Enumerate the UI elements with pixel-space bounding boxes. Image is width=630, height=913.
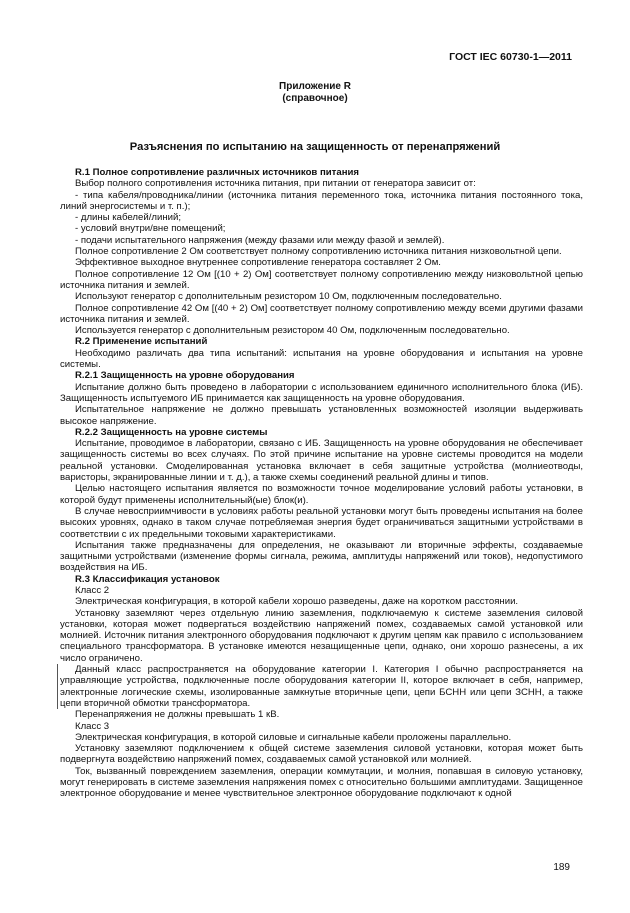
document-header: ГОСТ IEC 60730-1—2011 xyxy=(449,51,572,63)
annex-block xyxy=(0,81,630,105)
paragraph: Электрическая конфигурация, в которой кабели хорошо разведены, даже на коротком расстоянии. xyxy=(75,596,519,608)
page-number: 189 xyxy=(553,862,570,873)
paragraph: Установку заземляют через отдельную линию заземления, подключаемую к системе заземления силовой установки, которая может подвергаться воздействию напряжений помех, создаваемых самой установкой или молнией. Источник питания электронного оборудования подключают к другим цепям как правило с использованием специального трансформатора. В установке имеются незащищенные цепи, однако, они хорошо разнесены, а их число ограничено. xyxy=(60,607,583,664)
paragraph: Полное сопротивление 42 Ом [(40 + 2) Ом] соответствует полному сопротивлению между всеми другими фазами источника питания и землей. xyxy=(60,302,583,325)
section-heading: R.3 Классификация установок xyxy=(75,573,220,585)
paragraph: Испытания также предназначены для определения, не оказывают ли вторичные эффекты, создаваемые защитными устройствами (изменение формы сигнала, режима, амплитуды напряжений или токов), недопустимого воздействия на ИБ. xyxy=(60,539,583,574)
paragraph: Установку заземляют подключением к общей системе заземления силовой установки, которая может быть подвергнута воздействию напряжений помех, создаваемых самой установкой или молнией. xyxy=(60,743,583,766)
paragraph: Выбор полного сопротивления источника питания, при питании от генератора зависит от: xyxy=(75,178,476,190)
paragraph: Используется генератор с дополнительным резистором 40 Ом, подключенным последовательно. xyxy=(75,325,510,337)
section-heading: R.2.1 Защищенность на уровне оборудования xyxy=(75,370,295,382)
paragraph: Целью настоящего испытания является по возможности точное моделирование условий работы установки, в которой будут применены исполнительный(ые) блок(и). xyxy=(60,483,583,506)
body-text xyxy=(60,167,583,800)
paragraph: Испытательное напряжение не должно превышать установленных возможностей изоляции выдерживать высокое напряжение. xyxy=(60,404,583,427)
paragraph: Полное сопротивление 12 Ом [(10 + 2) Ом] соответствует полному сопротивлению между низковольтной цепью источника питания и землей. xyxy=(60,268,583,291)
paragraph: Полное сопротивление 2 Ом соответствует полному сопротивлению источника питания низковольтной цепи. xyxy=(75,246,562,258)
paragraph: Используют генератор с дополнительным резистором 10 Ом, подключенным последовательно. xyxy=(75,291,502,303)
paragraph: Данный класс распространяется на оборудование категории I. Категория I обычно распространяется на управляющие устройства, подключенные после оборудования категории II, которое включает в себя, например, электронные логические схемы, изолированные замкнутые вторичные цепи, цепи БСНН или цепи ЗСНН, а также цепи вторичной обмотки трансформатора. xyxy=(57,664,583,709)
paragraph: Перенапряжения не должны превышать 1 кВ. xyxy=(75,709,280,721)
paragraph: - условий внутри/вне помещений; xyxy=(75,223,226,235)
annex-note: (справочное) xyxy=(282,93,348,104)
annex-title: Приложение R xyxy=(279,81,351,92)
paragraph: Класс 2 xyxy=(75,584,110,596)
paragraph: Испытание должно быть проведено в лаборатории с использованием единичного исполнительного блока (ИБ). Защищенность испытуемого ИБ принимается как защищенность на уровне оборудования. xyxy=(60,381,583,404)
paragraph: Испытание, проводимое в лаборатории, связано с ИБ. Защищенность на уровне оборудования не обеспечивает защищенность системы во всех случаях. По этой причине испытание на уровне системы проводится на модели реальной установки. Смоделированная установка включает в себя защитные устройства (молниеотводы, варисторы, экранированные линии и т. д.), а также схемы соединений реальной длины и типов. xyxy=(60,438,583,484)
paragraph: Эффективное выходное внутреннее сопротивление генератора составляет 2 Ом. xyxy=(75,257,441,269)
paragraph: Класс 3 xyxy=(75,720,110,732)
paragraph: В случае невосприимчивости в условиях работы реальной установки могут быть проведены испытания на более высоких уровнях, однако в таком случае потребляемая энергия будет ограничиваться защитными устройствами в соответствии с их предельными токовыми характеристиками. xyxy=(60,505,583,540)
paragraph: Ток, вызванный повреждением заземления, операции коммутации, и молния, попавшая в силовую установку, могут генерировать в системе заземления напряжения помех с относительно большими амплитудами. Защищенное электронное оборудование и менее чувствительное электронное оборудование подключают к одной xyxy=(60,765,583,800)
paragraph: - длины кабелей/линий; xyxy=(75,212,182,224)
paragraph: - подачи испытательного напряжения (между фазами или между фазой и землей). xyxy=(75,234,445,246)
paragraph: Электрическая конфигурация, в которой силовые и сигнальные кабели проложены параллельно. xyxy=(75,731,512,743)
paragraph: Необходимо различать два типа испытаний: испытания на уровне оборудования и испытания на уровне системы. xyxy=(60,347,583,371)
section-title: Разъяснения по испытанию на защищенность от перенапряжений xyxy=(129,141,501,153)
section-heading: R.2 Применение испытаний xyxy=(75,336,208,348)
paragraph: - типа кабеля/проводника/линии (источника питания переменного тока, источника питания постоянного тока, линий энергосистемы и т. п.); xyxy=(60,189,583,212)
section-heading: R.2.2 Защищенность на уровне системы xyxy=(75,426,268,438)
section-heading: R.1 Полное сопротивление различных источников питания xyxy=(75,167,360,178)
